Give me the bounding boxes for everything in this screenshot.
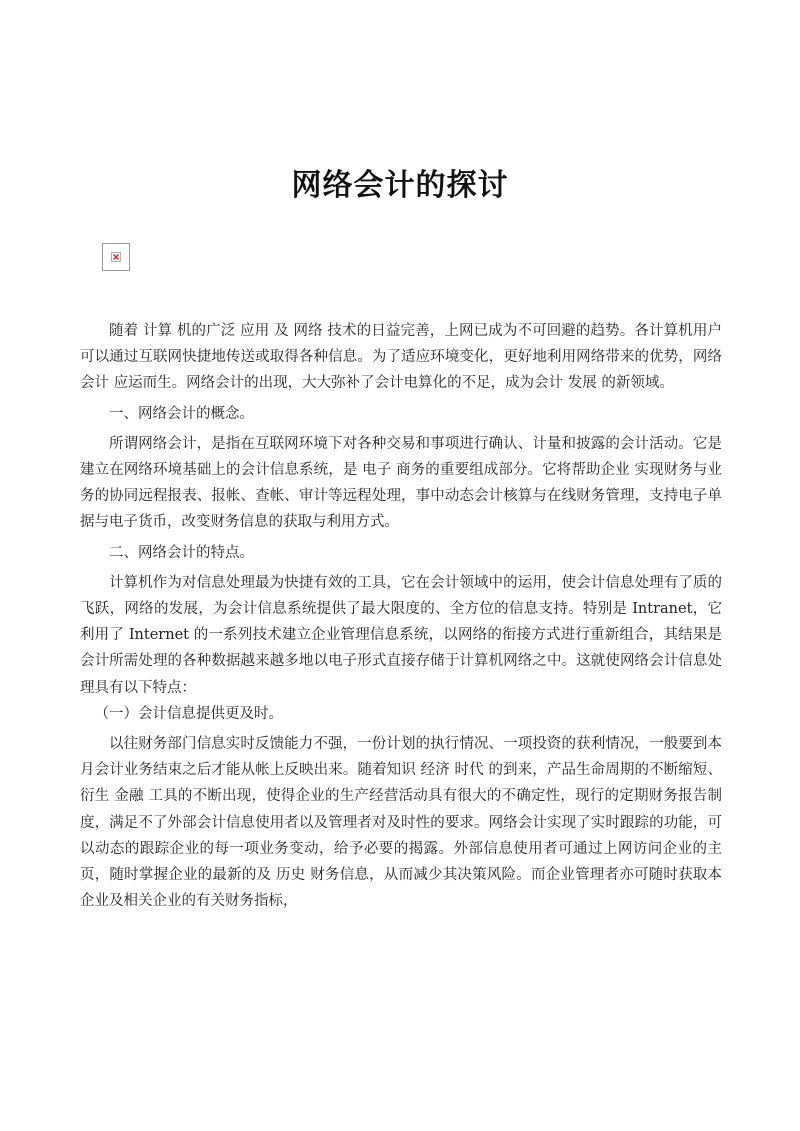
features-paragraph: 计算机作为对信息处理最为快捷有效的工具，它在会计领域中的运用，使会计信息处理有了质的飞跃，网络的发展，为会计信息系统提供了最大限度的、全方位的信息支持。特别是 Intranet，它利用了 Internet 的一系列技术建立企业管理信息系统，以网络的衔接方式进行重新组合，其结果是会计所需处理的各种数据越来越多地以电子形式直接存储于计算机网络之中。这就使网络会计信息处理具有以下特点： — [80, 574, 722, 696]
red-x-icon — [113, 254, 119, 260]
broken-image-frame — [111, 252, 121, 262]
intro-paragraph: 随着 计算 机的广泛 应用 及 网络 技术的日益完善，上网已成为不可回避的趋势。各计算机用户可以通过互联网快捷地传送或取得各种信息。为了适应环境变化，更好地利用网络带来的优势，网络 会计 应运而生。网络会计的出现，大大弥补了会计电算化的不足，成为会计 发展 的新领域。 — [80, 323, 722, 392]
broken-image-icon — [102, 243, 130, 271]
concept-paragraph: 所谓网络会计，是指在互联网环境下对各种交易和事项进行确认、计量和披露的会计活动。它是建立在网络环境基础上的会计信息系统，是 电子 商务的重要组成部分。它将帮助企业 实现财务与业务的协同远程报表、报帐、查帐、审计等远程处理，事中动态会计核算与在线财务管理，支持电子单据与电子货币，改变财务信息的获取与利用方式。 — [80, 435, 722, 531]
subsection-heading-timely: （一）会计信息提供更及时。 — [94, 705, 283, 722]
document-title: 网络会计的探讨 — [291, 168, 509, 203]
section-heading-features: 二、网络会计的特点。 — [109, 544, 254, 561]
document-body — [80, 318, 722, 914]
section-heading-concept: 一、网络会计的概念。 — [109, 405, 254, 422]
timely-paragraph: 以往财务部门信息实时反馈能力不强，一份计划的执行情况、一项投资的获利情况，一般要到本月会计业务结束之后才能从帐上反映出来。随着知识 经济 时代 的到来，产品生命周期的不断缩短、衍生 金融 工具的不断出现，使得企业的生产经营活动具有很大的不确定性，现行的定期财务报告制度，满足不了外部会计信息使用者以及管理者对及时性的要求。网络会计实现了实时跟踪的功能，可以动态的跟踪企业的每一项业务变动，给予必要的揭露。外部信息使用者可通过上网访问企业的主页，随时掌握企业的最新的及 历史 财务信息，从而减少其决策风险。而企业管理者亦可随时获取本企业及相关企业的有关财务指标， — [80, 736, 722, 910]
